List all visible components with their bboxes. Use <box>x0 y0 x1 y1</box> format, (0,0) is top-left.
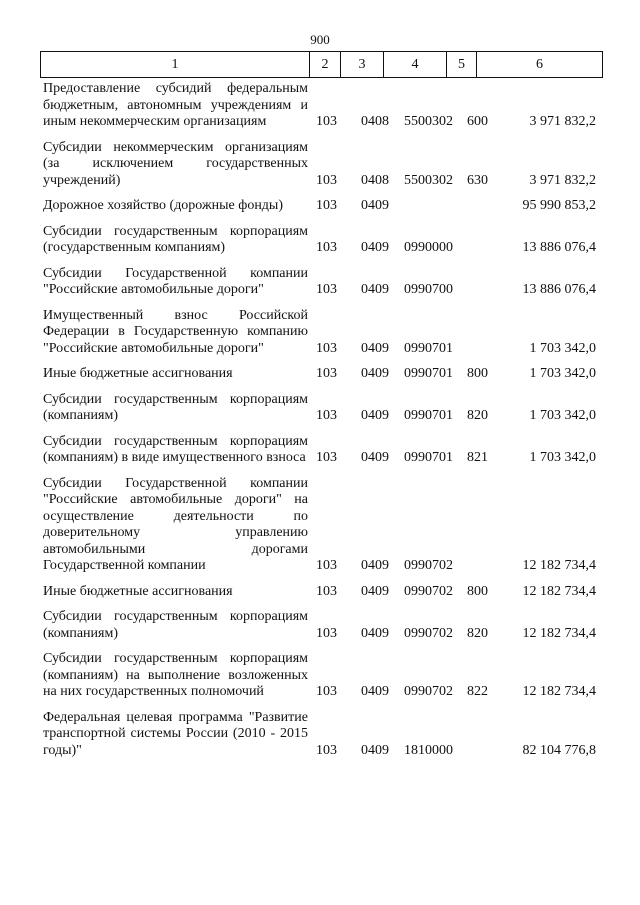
row-amount: 12 182 734,4 <box>522 583 596 599</box>
row-gr-code: 103 <box>316 583 337 599</box>
row-gr-code: 103 <box>316 240 337 255</box>
row-target-code: 0990701 <box>404 408 453 423</box>
row-target-code: 1810000 <box>404 742 453 758</box>
page-number: 900 <box>310 32 330 47</box>
table-row <box>40 257 602 299</box>
row-section-code: 0409 <box>361 198 389 213</box>
row-name: Субсидии государственным корпорациям (компаниям) на выполнение возложенных на них государственных полномочий <box>43 651 308 699</box>
row-gr-code: 103 <box>316 282 337 297</box>
column-header-4: 4 <box>384 52 447 78</box>
row-gr-code: 103 <box>316 684 337 699</box>
row-gr-code: 103 <box>316 340 337 356</box>
row-amount: 13 886 076,4 <box>522 240 596 255</box>
row-section-code: 0409 <box>361 450 389 465</box>
row-name: Субсидии Государственной компании "Российские автомобильные дороги" на осуществление деятельности по доверительному управлению автомобильными дорогами Государственной компании <box>43 475 308 573</box>
table-row <box>40 131 602 190</box>
row-section-code: 0409 <box>361 282 389 297</box>
budget-table <box>40 81 602 759</box>
row-section-code: 0409 <box>361 558 389 573</box>
row-gr-code: 103 <box>316 742 337 758</box>
row-gr-code: 103 <box>316 366 337 381</box>
row-expense-type: 600 <box>467 114 488 129</box>
row-target-code: 0990701 <box>404 366 453 381</box>
row-section-code: 0408 <box>361 172 389 188</box>
row-target-code: 0990702 <box>404 625 453 641</box>
row-target-code: 0990701 <box>404 340 453 356</box>
row-amount: 3 971 832,2 <box>529 114 596 129</box>
column-header-3: 3 <box>341 52 384 78</box>
table-row <box>40 383 602 425</box>
row-amount: 3 971 832,2 <box>529 172 596 188</box>
row-name: Субсидии государственным корпорациям (компаниям) <box>43 609 308 641</box>
table-row <box>40 600 602 642</box>
table-row <box>40 357 602 383</box>
row-name: Дорожное хозяйство (дорожные фонды) <box>43 198 284 213</box>
row-expense-type: 820 <box>467 408 488 423</box>
table-row <box>40 425 602 467</box>
row-amount: 12 182 734,4 <box>522 625 596 641</box>
row-amount: 95 990 853,2 <box>522 198 596 213</box>
row-target-code: 5500302 <box>404 172 453 188</box>
table-row <box>40 575 602 601</box>
row-gr-code: 103 <box>316 558 337 573</box>
row-amount: 82 104 776,8 <box>522 742 596 758</box>
row-section-code: 0409 <box>361 366 389 381</box>
row-name: Предоставление субсидий федеральным бюджетным, автономным учреждениям и иным некоммерческим организациям <box>43 81 308 129</box>
column-header-2: 2 <box>310 52 341 78</box>
row-expense-type <box>463 257 494 299</box>
row-expense-type <box>463 299 494 358</box>
row-gr-code: 103 <box>316 198 337 213</box>
table-row <box>40 81 602 131</box>
row-amount: 12 182 734,4 <box>522 558 596 573</box>
row-target-code: 5500302 <box>404 114 453 129</box>
row-gr-code: 103 <box>316 114 337 129</box>
column-header-row <box>41 52 603 78</box>
row-amount: 1 703 342,0 <box>529 340 596 356</box>
row-name: Субсидии государственным корпорациям (компаниям) в виде имущественного взноса <box>43 433 308 465</box>
row-target-code: 0990701 <box>404 450 453 465</box>
table-row <box>40 642 602 701</box>
row-target-code: 0990000 <box>404 240 453 255</box>
table-row <box>40 189 602 215</box>
row-target-code: 0990702 <box>404 583 453 599</box>
row-expense-type: 800 <box>467 366 488 381</box>
row-expense-type <box>463 467 494 575</box>
row-name: Субсидии некоммерческим организациям (за исключением государственных учреждений) <box>43 139 308 188</box>
table-row <box>40 299 602 358</box>
row-target-code: 0990700 <box>404 282 453 297</box>
row-gr-code: 103 <box>316 408 337 423</box>
row-expense-type <box>463 701 494 760</box>
row-gr-code: 103 <box>316 450 337 465</box>
row-expense-type: 630 <box>467 172 488 188</box>
row-expense-type: 821 <box>467 450 488 465</box>
row-name: Федеральная целевая программа "Развитие транспортной системы России (2010 - 2015 годы)" <box>43 709 308 758</box>
row-expense-type: 800 <box>467 583 488 599</box>
row-expense-type: 820 <box>467 625 488 641</box>
row-name: Субсидии Государственной компании "Российские автомобильные дороги" <box>43 265 308 297</box>
row-name: Имущественный взнос Российской Федерации в Государственную компанию "Российские автомобильные дороги" <box>43 307 308 356</box>
column-header-6: 6 <box>477 52 603 78</box>
row-target-code: 0990702 <box>404 684 453 699</box>
table-row <box>40 215 602 257</box>
row-name: Субсидии государственным корпорациям (государственным компаниям) <box>43 223 308 255</box>
column-header-1: 1 <box>41 52 310 78</box>
row-section-code: 0409 <box>361 583 389 599</box>
column-header-5: 5 <box>447 52 477 78</box>
table-row <box>40 701 602 760</box>
row-section-code: 0409 <box>361 408 389 423</box>
row-amount: 1 703 342,0 <box>529 450 596 465</box>
row-name: Иные бюджетные ассигнования <box>43 583 233 599</box>
row-section-code: 0408 <box>361 114 389 129</box>
row-amount: 13 886 076,4 <box>522 282 596 297</box>
row-target-code <box>394 189 463 215</box>
row-expense-type: 822 <box>467 684 488 699</box>
column-header-table <box>40 51 603 78</box>
row-gr-code: 103 <box>316 625 337 641</box>
row-section-code: 0409 <box>361 742 389 758</box>
row-amount: 12 182 734,4 <box>522 684 596 699</box>
row-expense-type <box>463 189 494 215</box>
row-gr-code: 103 <box>316 172 337 188</box>
row-section-code: 0409 <box>361 625 389 641</box>
row-amount: 1 703 342,0 <box>529 366 596 381</box>
table-row <box>40 467 602 575</box>
row-amount: 1 703 342,0 <box>529 408 596 423</box>
row-name: Иные бюджетные ассигнования <box>43 366 233 381</box>
row-section-code: 0409 <box>361 340 389 356</box>
row-name: Субсидии государственным корпорациям (компаниям) <box>43 391 308 423</box>
row-section-code: 0409 <box>361 240 389 255</box>
row-expense-type <box>463 215 494 257</box>
row-section-code: 0409 <box>361 684 389 699</box>
row-target-code: 0990702 <box>404 558 453 573</box>
